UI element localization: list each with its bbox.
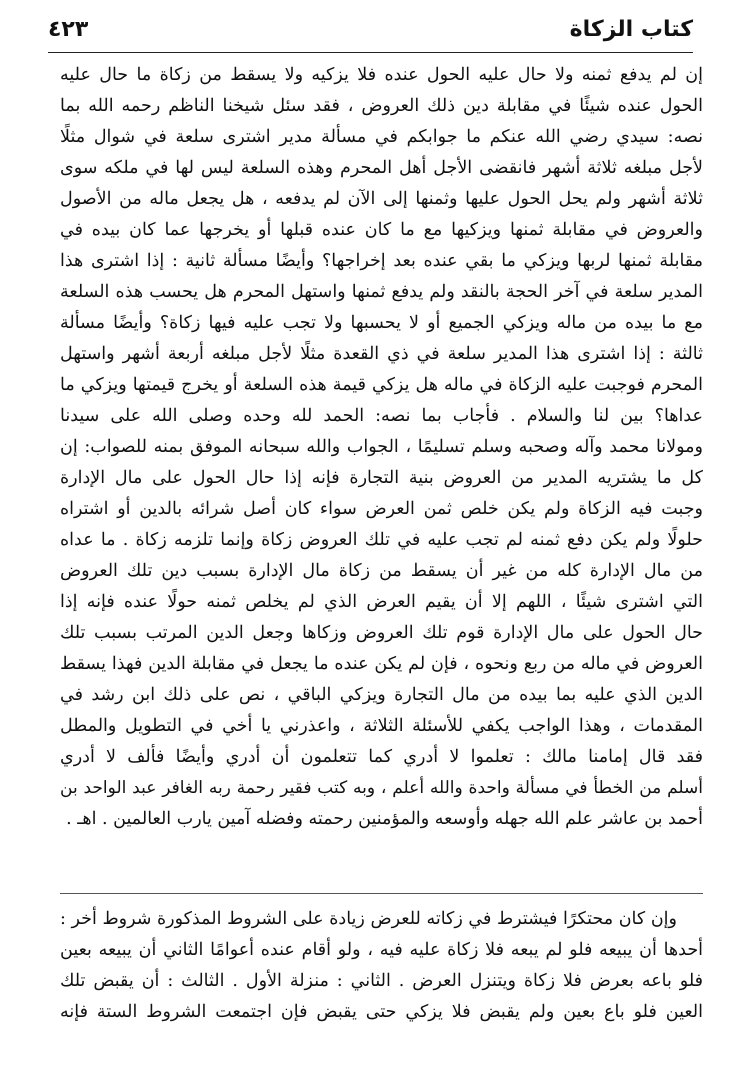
text-line: فقد قال إمامنا مالك : تعلموا لا أدري كما تتعلمون أن أدري وأيضًا فألف لا أدري <box>60 747 703 767</box>
text-line: فلو باعه بعرض فلا زكاة ويتنزل العرض . الثاني : منزلة الأول . الثالث : أن يقبض تلك <box>60 971 703 991</box>
main-paragraph <box>60 60 703 835</box>
text-line: حلولًا ولم يكن دفع ثمنه لم تجب عليه في تلك العروض زكاة وإنما تلزمه زكاة . ما عداه <box>60 530 703 550</box>
text-line: التي اشترى شيئًا ، اللهم إلا أن يقيم العرض الذي لم يخلص ثمنه حولًا عنده فإنه إذا <box>60 592 703 612</box>
text-line: لأجل مبلغه ثلاثة أشهر فانقضى الأجل أهل المحرم وهذه السلعة ليس لها في ملكه سوى <box>60 158 703 178</box>
paragraph-separator <box>60 893 703 894</box>
text-line: أحدها أن يبيعه فلو لم يبعه فلا زكاة عليه فيه ، ولو أقام عنده أعوامًا الثاني أن يبيعه بعين <box>60 940 703 960</box>
text-line: ثلاثة أشهر ولم يحل الحول عليها وثمنها إلى الآن لم يدفعه ، هل يجعل ماله من الأصول <box>60 189 703 209</box>
text-line: عداها؟ بين لنا والسلام . فأجاب بما نصه: الحمد لله وحده وصلى الله على سيدنا <box>60 406 703 426</box>
text-line: الحول عنده شيئًا في مقابلة دين ذلك العروض ، فقد سئل شيخنا الناظم رحمه الله بما <box>60 96 703 116</box>
header-rule <box>48 52 693 53</box>
text-line: نصه: سيدي رضي الله عنكم ما جوابكم في مسألة مدير اشترى سلعة في شوال مثلًا <box>60 127 703 147</box>
text-line: المدير سلعة في آخر الحجة بالنقد ولم يدفع ثمنها واستهل المحرم هل يحسب هذه السلعة <box>60 282 703 302</box>
chapter-title: كتاب الزكاة <box>569 17 693 42</box>
text-line: إن لم يدفع ثمنه ولا حال عليه الحول عنده فلا يزكيه ولا يسقط من زكاة ما حال عليه <box>60 65 703 85</box>
text-line: الدين الذي عليه بما بيده من مال التجارة ويزكي الباقي ، نص على ذلك ابن رشد في <box>60 685 703 705</box>
text-line: كل ما يشتريه المدير من العروض بنية التجارة فإنه إذا حال الحول على مال الإدارة <box>60 468 703 488</box>
text-line: وإن كان محتكرًا فيشترط في زكاته للعرض زيادة على الشروط المذكورة شروط أخر : <box>60 909 677 929</box>
text-line: المحرم فوجبت عليه الزكاة في ماله هل يزكي قيمة هذه السلعة أو يخرج قيمتها ويزكي ما <box>60 375 703 395</box>
text-line: أسلم من الخطأ في مسألة واحدة والله أعلم ، وبه كتب فقير رحمة ربه الغافر عبد الواحد بن <box>60 778 703 798</box>
text-line: ثالثة : إذا اشترى هذا المدير سلعة في ذي القعدة مثلًا لأجل مبلغه أربعة أشهر واستهل <box>60 344 703 364</box>
text-line: من مال الإدارة كله من غير أن يسقط من زكاة مال الإدارة بسبب دين تلك العروض <box>60 561 703 581</box>
text-line: حال الحول على مال الإدارة قوم تلك العروض وزكاها وجعل الدين المرتب بسبب تلك <box>60 623 703 643</box>
text-line: مقابلة ثمنها لربها ويزكي ما بقي عنده بعد إخراجها؟ وأيضًا مسألة ثانية : إذا اشترى هذا <box>60 251 703 271</box>
text-line: وجبت فيه الزكاة ولم يكن خلص ثمن العرض سواء كان أصل شرائه بالدين أو اشتراه <box>60 499 703 519</box>
second-paragraph <box>60 904 703 1028</box>
text-line: والعروض في مقابلة ثمنها ويزكيها مع ما كان عنده قبلها أو يخرجها عما كان بيده في <box>60 220 703 240</box>
page-number: ٤٢٣ <box>48 17 89 42</box>
text-line: مع ما بيده من ماله ويزكي الجميع أو لا يحسبها ولا تجب عليه فيها زكاة؟ وأيضًا مسألة <box>60 313 703 333</box>
text-line: أحمد بن عاشر علم الله جهله وأوسعه والمؤمنين رحمته وفضله آمين يارب العالمين . اهـ . <box>66 809 703 829</box>
text-line: المقدمات ، وهذا الواجب يكفي للأسئلة الثلاثة ، واعذرني يا أخي في التطويل والمطل <box>60 716 703 736</box>
text-line: العين فلو باع بعين ولم يقبض فلا يزكي حتى يقبض فإن اجتمعت الشروط الستة فإنه <box>60 1002 703 1022</box>
running-header <box>48 14 693 50</box>
text-line: العروض في ماله من ربع ونحوه ، فإن لم يكن عنده ما يجعل في مقابلة الدين فهذا يسقط <box>60 654 703 674</box>
text-line: ومولانا محمد وآله وصحبه وسلم تسليمًا ، الجواب والله سبحانه الموفق بمنه للصواب: إن <box>60 437 703 457</box>
